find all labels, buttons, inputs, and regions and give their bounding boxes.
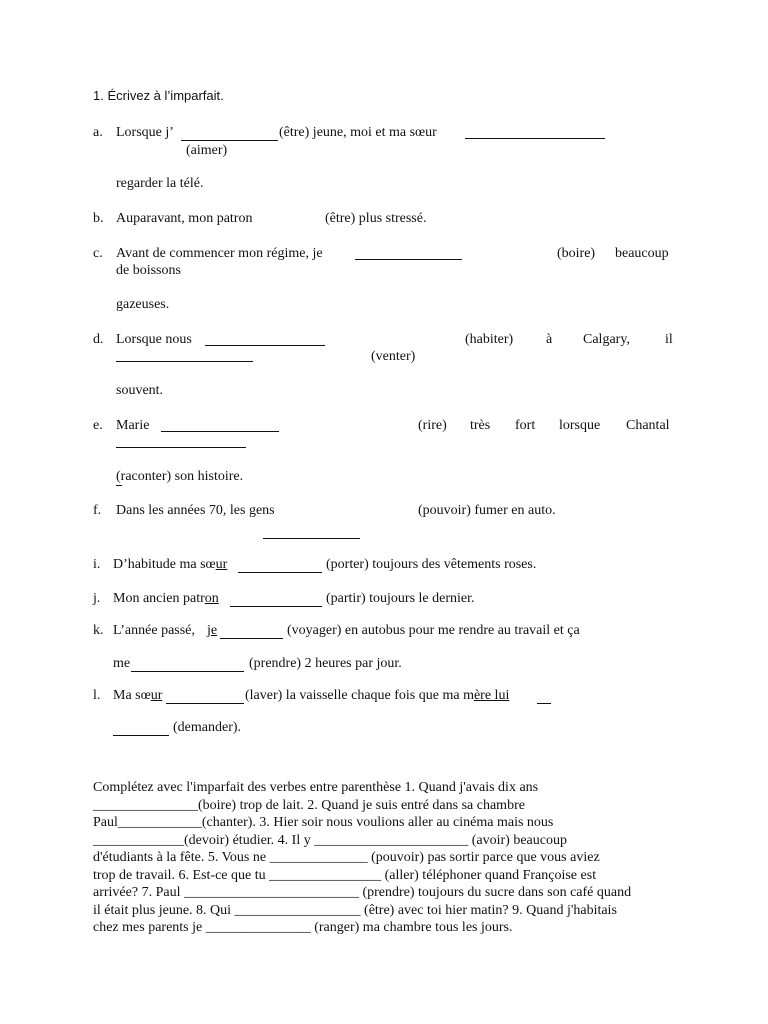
item-letter: e. [93,418,103,433]
verb-hint: (venter) [371,349,416,364]
item-text: L’année passé, [113,623,195,638]
item-letter: i. [93,557,101,572]
exercise-2-paragraph [93,779,683,937]
item-text: (être) jeune, moi et ma sœur [279,125,437,140]
paragraph-line: _____________(devoir) étudier. 4. Il y ______________________ (avoir) beaucoup [93,832,567,848]
answer-blank[interactable] [131,671,244,672]
answer-blank[interactable] [220,638,283,639]
item-text: fort [515,418,536,433]
underlined-text: ère lui [473,688,510,703]
paragraph-line: _______________(boire) trop de lait. 2. Quand je suis entré dans sa chambre [93,797,525,813]
answer-blank[interactable] [537,703,551,704]
item-text: regarder la télé. [116,176,204,191]
answer-blank[interactable] [205,345,325,346]
verb-hint: (aimer) [186,143,228,158]
item-text [113,557,227,573]
item-text: Auparavant, mon patron [116,211,253,226]
answer-blank[interactable] [238,572,322,573]
answer-blank[interactable] [113,735,169,736]
answer-blank[interactable] [161,431,279,432]
underline-mark [116,485,122,486]
exercise-heading: 1. Écrivez à l’imparfait. [93,88,224,103]
item-text-part: Ma sœ [113,688,151,703]
answer-blank[interactable] [263,538,360,539]
item-text: (prendre) 2 heures par jour. [249,656,402,671]
item-text: Avant de commencer mon régime, je [116,246,323,261]
underlined-text: ur [150,688,163,703]
paragraph-line: il était plus jeune. 8. Qui __________________ (être) avec toi hier matin? 9. Quand j'habitais [93,902,617,918]
verb-hint: (habiter) [465,332,514,347]
item-text [113,688,162,704]
verb-hint: (rire) [418,418,447,433]
item-text: il [665,332,673,347]
item-text: Calgary, [583,332,630,347]
answer-blank[interactable] [166,703,244,704]
paragraph-line: Paul____________(chanter). 3. Hier soir nous voulions aller au cinéma mais nous [93,815,554,830]
item-text: me [113,656,131,671]
item-letter: c. [93,246,103,261]
answer-blank[interactable] [116,447,246,448]
item-text: Lorsque nous [116,332,192,347]
item-letter: f. [93,503,102,518]
item-text-part: Mon ancien patr [113,591,205,606]
item-text: (être) plus stressé. [325,211,427,226]
item-text: gazeuses. [116,297,170,312]
item-letter: k. [93,623,104,638]
item-letter: b. [93,211,104,226]
item-text: (porter) toujours des vêtements roses. [326,557,537,572]
item-text: souvent. [116,383,164,398]
underlined-text: ur [215,557,228,572]
underlined-text: on [204,591,219,606]
item-text: à [546,332,553,347]
underlined-text: je [207,623,218,638]
item-text: lorsque [559,418,601,433]
item-text: Dans les années 70, les gens [116,503,275,518]
item-text: (raconter) son histoire. [116,469,244,484]
item-text: Marie [116,418,150,433]
answer-blank[interactable] [465,138,605,139]
answer-blank[interactable] [181,140,278,141]
item-text: (pouvoir) fumer en auto. [418,503,556,518]
item-text: (partir) toujours le dernier. [326,591,475,606]
answer-blank[interactable] [355,259,462,260]
paragraph-line: d'étudiants à la fête. 5. Vous ne ______________ (pouvoir) pas sortir parce que vous aviez [93,850,600,865]
item-letter: d. [93,332,104,347]
paragraph-line: Complétez avec l'imparfait des verbes entre parenthèse 1. Quand j'avais dix ans [93,780,539,795]
item-letter: j. [93,591,101,606]
paragraph-line: arrivée? 7. Paul _________________________ (prendre) toujours du sucre dans son café quand [93,885,632,900]
item-text [245,688,509,704]
item-text: Lorsque j’ [116,125,174,140]
verb-hint: (boire) [557,246,596,261]
answer-blank[interactable] [230,606,322,607]
answer-blank[interactable] [116,361,253,362]
item-text: très [470,418,491,433]
item-text: (demander). [173,720,242,735]
item-text [113,591,219,607]
item-text-part: D’habitude ma sœ [113,557,216,572]
item-text: (voyager) en autobus pour me rendre au travail et ça [287,623,580,638]
item-text-part: (laver) la vaisselle chaque fois que ma m [245,688,474,703]
paragraph-line: trop de travail. 6. Est-ce que tu ________________ (aller) téléphoner quand Françoise est [93,867,597,883]
paragraph-line: chez mes parents je _______________ (ranger) ma chambre tous les jours. [93,920,513,935]
item-letter: l. [93,688,101,703]
item-text: Chantal [626,418,670,433]
item-text: de boissons [116,263,181,278]
item-text: beaucoup [615,246,669,261]
item-letter: a. [93,125,103,140]
